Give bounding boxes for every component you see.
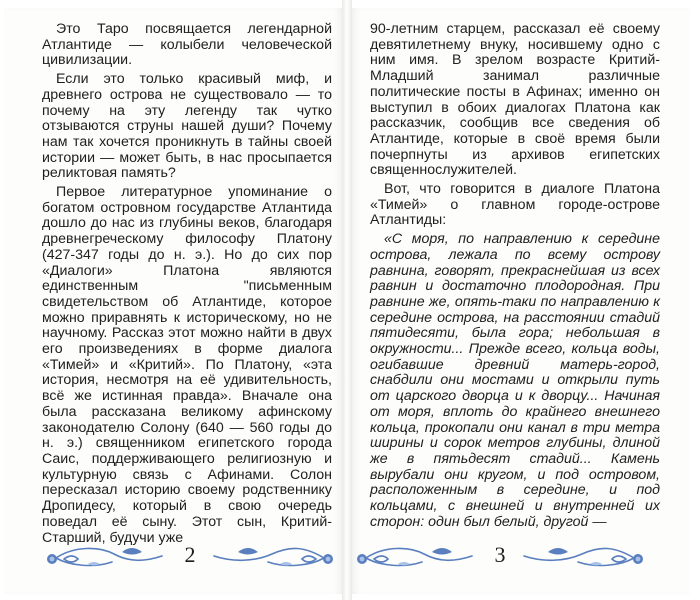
right-page-text <box>370 22 660 531</box>
page-footer <box>352 540 690 576</box>
paragraph: 90-летним старцем, рассказал её своему девятилетнему внуку, носившему одно с ним имя. В зрелом возрасте Критий-Младший занимал различные политические посты в Афинах; именно он выступил в обоих диалогах Платона как рассказчик, сообщив все сведения об Атлантиде, которые в своё время были почерпнуты из архивов египетских священнослужителей. <box>370 21 660 179</box>
paragraph: Это Таро посвящается легендарной Атлантиде — колыбели человеческой цивилизации. <box>42 21 332 69</box>
page-footer <box>4 540 342 576</box>
right-page <box>352 8 690 594</box>
paragraph: Первое литературное упоминание о богатом островном государстве Атлантида дошло до нас из глубины веков, благодаря древнегреческому философу Платону (427-347 годы до н. э.). Но до сих пор «Диалоги» Платона являются единственным "письменным свидетельством об Атлантиде, которое можно приравнять к историческому, но не научному. Рассказ этот можно найти в двух его произведениях в форме диалога «Тимей» и «Критий». По Платону, «эта история, несмотря на её удивительность, всё же истинная правда». Вначале она была рассказана великому афинскому законодателю Солону (640 — 560 годы до н. э.) священником египетского города Саис, поддерживающего религиозную и культурную связь с Афинами. Солон пересказал историю своему родственнику Дропидесу, который в свою очередь поведал её сыну. Этот сын, Критий-Старший, будучи уже <box>42 184 332 546</box>
left-page-text <box>42 22 332 546</box>
quote-paragraph: «С моря, по направлению к середине острова, лежала по всему острову равнина, говорят, прекраснейшая из всех равнин и достаточно плодородная. При равнине же, опять-таки по направлению к середине острова, на расстоянии стадий пятидесяти, была гора; небольшая в окружности... Прежде всего, кольца воды, огибавшие древний матерь-город, снабдили они мостами и открыли путь от царского дворца и к дворцу... Начиная от моря, вплоть до крайнего внешнего кольца, прокопали они канал в три метра ширины и сорок метров глубины, длиной же в пятьдесят стадий... Камень вырубали они кругом, и под островом, расположенным в середине, и под кольцами, с внешней и внутренней их сторон: один был белый, другой — <box>370 231 660 530</box>
left-page <box>4 8 342 594</box>
page-number: 3 <box>494 542 506 567</box>
page-number: 2 <box>184 542 196 567</box>
paragraph: Вот, что говорится в диалоге Платона «Тимей» о главном городе-острове Атлантиды: <box>370 181 660 229</box>
book-gutter <box>342 0 352 600</box>
scroll-ornament-icon <box>352 540 690 576</box>
paragraph: Если это только красивый миф, и древнего острова не существовало — то почему на эту легенду так чутко отзываются струны нашей души? Почему нам так хочется проникнуть в тайны своей истории — может быть, в нас просыпается реликтовая память? <box>42 71 332 182</box>
